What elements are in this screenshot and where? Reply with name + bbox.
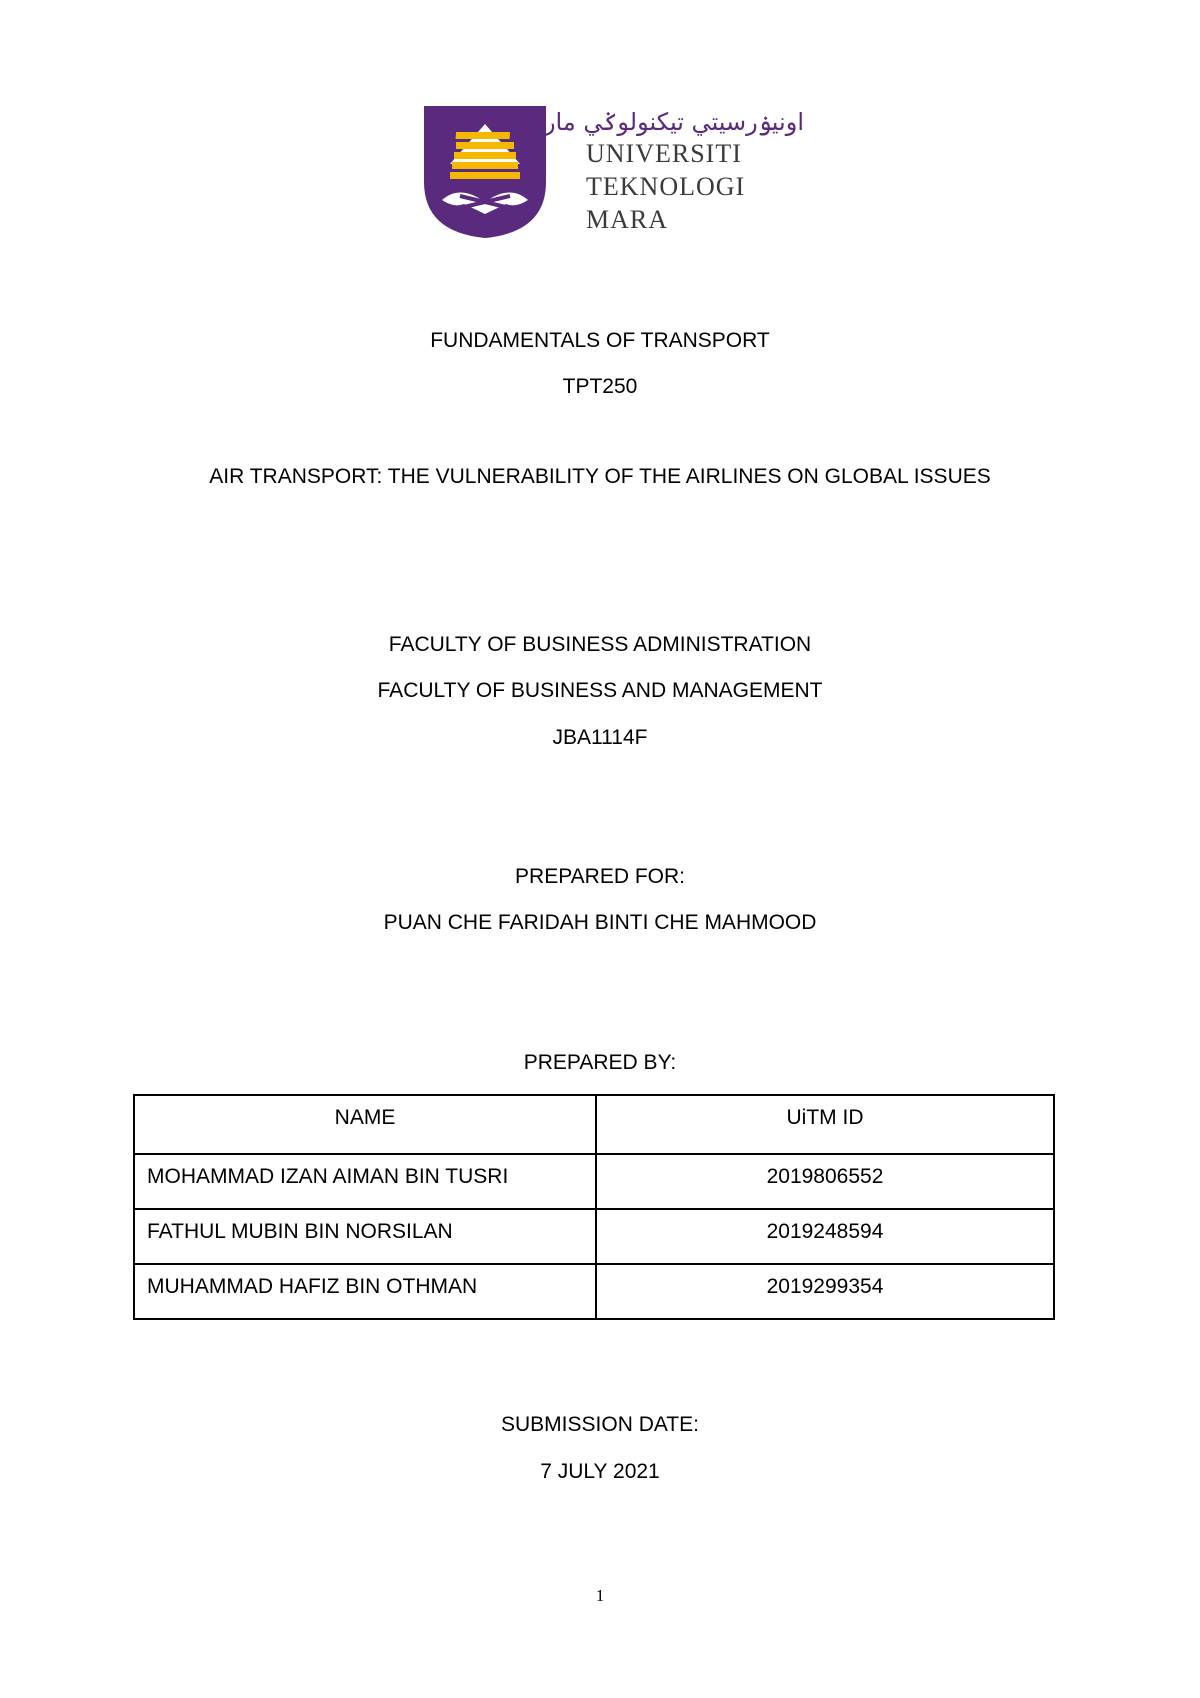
table-row (134, 1154, 1054, 1209)
submission-date: 7 JULY 2021 (540, 1460, 660, 1483)
header-name: NAME (134, 1095, 596, 1154)
university-logo (420, 104, 804, 240)
logo-line-mara: MARA (586, 205, 669, 234)
header-id: UiTM ID (596, 1095, 1054, 1154)
group-code: JBA1114F (552, 726, 648, 749)
table-header-row (134, 1095, 1054, 1154)
member-id: 2019806552 (596, 1154, 1054, 1209)
members-table (133, 1094, 1055, 1320)
prepared-for-label: PREPARED FOR: (515, 865, 685, 888)
course-code: TPT250 (562, 375, 638, 398)
faculty-line-1: FACULTY OF BUSINESS ADMINISTRATION (388, 633, 812, 656)
logo-jawi-text: اونيۏرسيتي تيكنولوݢي مارا (537, 108, 804, 136)
assignment-title: AIR TRANSPORT: THE VULNERABILITY OF THE AIRLINES ON GLOBAL ISSUES (209, 465, 991, 488)
faculty-line-2: FACULTY OF BUSINESS AND MANAGEMENT (377, 679, 823, 702)
member-name: FATHUL MUBIN BIN NORSILAN (134, 1209, 596, 1264)
prepared-by-label: PREPARED BY: (523, 1051, 677, 1074)
lecturer-name: PUAN CHE FARIDAH BINTI CHE MAHMOOD (383, 911, 817, 934)
table-row (134, 1264, 1054, 1319)
member-name: MOHAMMAD IZAN AIMAN BIN TUSRI (134, 1154, 596, 1209)
table-row (134, 1209, 1054, 1264)
member-id: 2019248594 (596, 1209, 1054, 1264)
member-id: 2019299354 (596, 1264, 1054, 1319)
logo-line-universiti: UNIVERSITI (586, 139, 742, 168)
member-name: MUHAMMAD HAFIZ BIN OTHMAN (134, 1264, 596, 1319)
course-title: FUNDAMENTALS OF TRANSPORT (430, 329, 770, 352)
submission-label: SUBMISSION DATE: (501, 1413, 699, 1436)
university-crest-icon (420, 104, 550, 240)
page-number: 1 (595, 1586, 605, 1605)
logo-line-teknologi: TEKNOLOGI (586, 172, 746, 201)
